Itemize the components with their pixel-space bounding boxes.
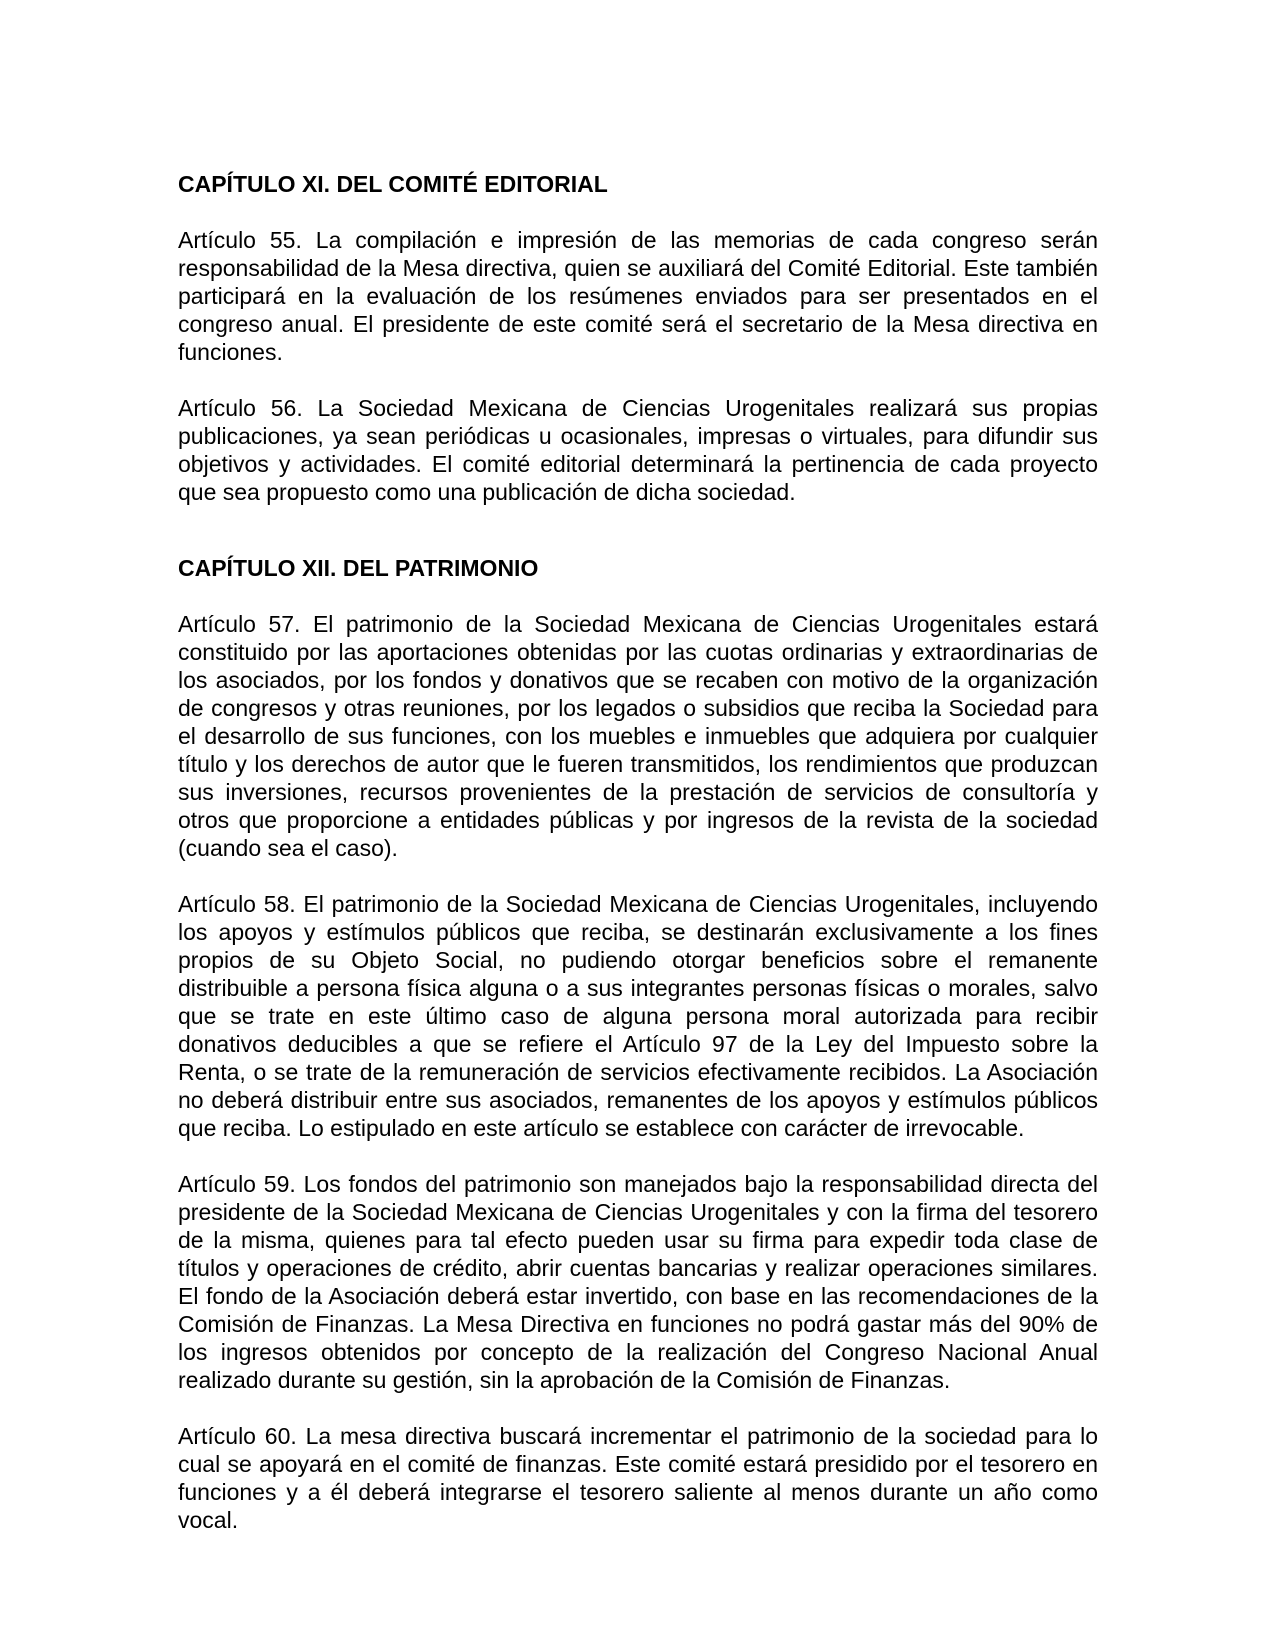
article-60-paragraph: Artículo 60. La mesa directiva buscará incrementar el patrimonio de la sociedad para lo cual se apoyará en el comité de finanzas. Este comité estará presidido por el tesorero en funciones y a él deberá integrarse el tesorero saliente al menos durante un año como vocal. bbox=[178, 1423, 1098, 1533]
article-58-paragraph: Artículo 58. El patrimonio de la Sociedad Mexicana de Ciencias Urogenitales, incluyendo los apoyos y estímulos públicos que reciba, se destinarán exclusivamente a los fines propios de su Objeto Social, no pudiendo otorgar beneficios sobre el remanente distribuible a persona física alguna o a sus integrantes personas físicas o morales, salvo que se trate en este último caso de alguna persona moral autorizada para recibir donativos deducibles a que se refiere el Artículo 97 de la Ley del Impuesto sobre la Renta, o se trate de la remuneración de servicios efectivamente recibidos. La Asociación no deberá distribuir entre sus asociados, remanentes de los apoyos y estímulos públicos que reciba. Lo estipulado en este artículo se establece con carácter de irrevocable. bbox=[178, 891, 1098, 1141]
article-55-paragraph: Artículo 55. La compilación e impresión de las memorias de cada congreso serán responsabilidad de la Mesa directiva, quien se auxiliará del Comité Editorial. Este también participará en la evaluación de los resúmenes enviados para ser presentados en el congreso anual. El presidente de este comité será el secretario de la Mesa directiva en funciones. bbox=[178, 227, 1098, 365]
chapter-heading-xi: CAPÍTULO XI. DEL COMITÉ EDITORIAL bbox=[178, 171, 608, 197]
article-59-paragraph: Artículo 59. Los fondos del patrimonio son manejados bajo la responsabilidad directa del presidente de la Sociedad Mexicana de Ciencias Urogenitales y con la firma del tesorero de la misma, quienes para tal efecto pueden usar su firma para expedir toda clase de títulos y operaciones de crédito, abrir cuentas bancarias y realizar operaciones similares. El fondo de la Asociación deberá estar invertido, con base en las recomendaciones de la Comisión de Finanzas. La Mesa Directiva en funciones no podrá gastar más del 90% de los ingresos obtenidos por concepto de la realización del Congreso Nacional Anual realizado durante su gestión, sin la aprobación de la Comisión de Finanzas. bbox=[178, 1171, 1098, 1393]
article-56-paragraph: Artículo 56. La Sociedad Mexicana de Ciencias Urogenitales realizará sus propias publicaciones, ya sean periódicas u ocasionales, impresas o virtuales, para difundir sus objetivos y actividades. El comité editorial determinará la pertinencia de cada proyecto que sea propuesto como una publicación de dicha sociedad. bbox=[178, 395, 1098, 505]
chapter-heading-xii: CAPÍTULO XII. DEL PATRIMONIO bbox=[178, 555, 539, 581]
article-57-paragraph: Artículo 57. El patrimonio de la Sociedad Mexicana de Ciencias Urogenitales estará constituido por las aportaciones obtenidas por las cuotas ordinarias y extraordinarias de los asociados, por los fondos y donativos que se recaben con motivo de la organización de congresos y otras reuniones, por los legados o subsidios que reciba la Sociedad para el desarrollo de sus funciones, con los muebles e inmuebles que adquiera por cualquier título y los derechos de autor que le fueren transmitidos, los rendimientos que produzcan sus inversiones, recursos provenientes de la prestación de servicios de consultoría y otros que proporcione a entidades públicas y por ingresos de la revista de la sociedad (cuando sea el caso). bbox=[178, 611, 1098, 861]
